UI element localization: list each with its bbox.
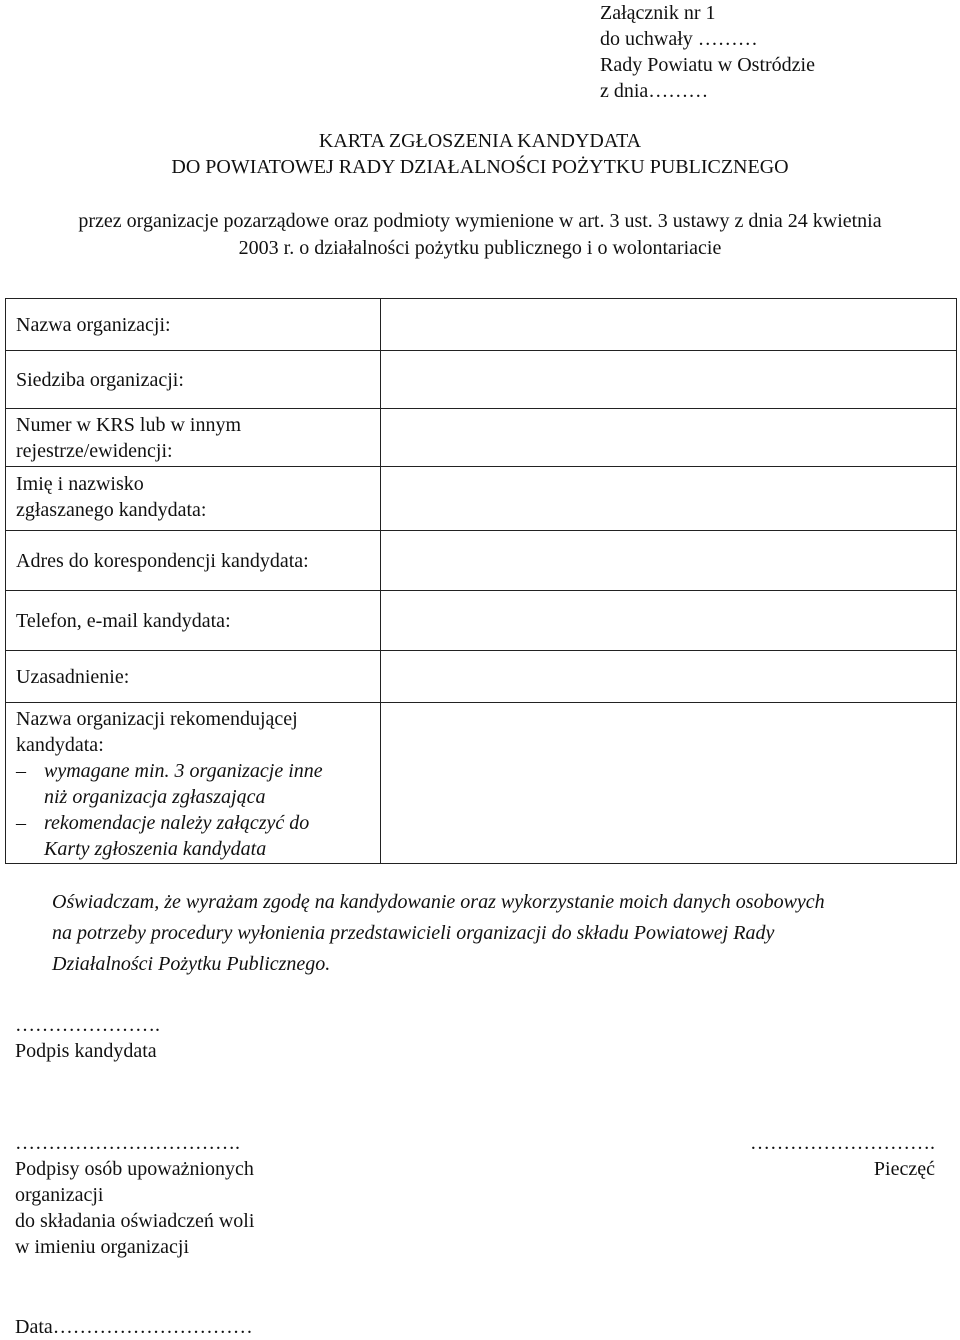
seal-line[interactable]: ………………………. <box>750 1132 935 1154</box>
address-label: Adres do korespondencji kandydata: <box>16 549 309 572</box>
candidate-name-label-line-1: Imię i nazwisko <box>16 473 144 495</box>
annex-date: z dnia……… <box>600 80 709 102</box>
date-field[interactable]: Data………………………… <box>15 1316 253 1338</box>
candidate-name-field[interactable] <box>381 467 957 531</box>
address-field[interactable] <box>381 531 957 591</box>
title-line-2: DO POWIATOWEJ RADY DZIAŁALNOŚCI POŻYTKU PUBLICZNEGO <box>171 156 789 178</box>
note-1-line-2: niż organizacja zgłaszająca <box>44 786 266 808</box>
contact-label-cell <box>6 591 381 651</box>
candidate-name-label-cell <box>6 467 381 531</box>
dash-bullet: – <box>16 812 26 834</box>
statement-line-2: na potrzeby procedury wyłonienia przedstawicieli organizacji do składu Powiatowej Rady <box>52 922 775 944</box>
annex-council: Rady Powiatu w Ostródzie <box>600 54 815 76</box>
org-name-label: Nazwa organizacji: <box>16 313 171 336</box>
krs-label-cell <box>6 409 381 467</box>
recommending-org-label-cell <box>6 703 381 864</box>
krs-field[interactable] <box>381 409 957 467</box>
org-signatures-line[interactable]: ……………………………. <box>15 1132 240 1154</box>
candidate-signature-block <box>15 1012 160 1064</box>
candidate-name-label-line-2: zgłaszanego kandydata: <box>16 499 207 521</box>
recommending-org-field[interactable] <box>381 703 957 864</box>
org-signatures-label-line-2: organizacji <box>15 1184 104 1206</box>
contact-field[interactable] <box>381 591 957 651</box>
address-label-cell <box>6 531 381 591</box>
org-name-label-cell <box>6 299 381 351</box>
org-signatures-label-line-4: w imieniu organizacji <box>15 1236 190 1258</box>
intro-line-1: przez organizacje pozarządowe oraz podmioty wymienione w art. 3 ust. 3 ustawy z dnia 24 kwietnia <box>78 210 882 232</box>
annex-header <box>600 0 815 104</box>
contact-label: Telefon, e-mail kandydata: <box>16 609 231 632</box>
krs-label-line-1: Numer w KRS lub w innym <box>16 414 241 436</box>
note-2-line-2: Karty zgłoszenia kandydata <box>44 838 267 860</box>
org-seat-field[interactable] <box>381 351 957 409</box>
annex-resolution: do uchwały ……… <box>600 28 758 50</box>
org-signatures-label-line-1: Podpisy osób upoważnionych <box>15 1158 254 1180</box>
seal-block <box>690 1130 935 1182</box>
consent-statement <box>52 887 952 980</box>
org-signatures-label-line-3: do składania oświadczeń woli <box>15 1210 255 1232</box>
org-seat-label: Siedziba organizacji: <box>16 368 184 391</box>
candidate-signature-label: Podpis kandydata <box>15 1040 157 1062</box>
annex-number: Załącznik nr 1 <box>600 2 716 24</box>
note-1-line-1: wymagane min. 3 organizacje inne <box>44 760 323 782</box>
document-title <box>0 128 960 180</box>
candidate-signature-line[interactable]: …………………. <box>15 1014 160 1036</box>
justification-field[interactable] <box>381 651 957 703</box>
application-form-table <box>5 298 957 864</box>
intro-text <box>0 208 960 262</box>
org-signatures-block <box>15 1130 254 1260</box>
note-attach-recommendations <box>16 810 380 862</box>
title-line-1: KARTA ZGŁOSZENIA KANDYDATA <box>318 130 642 152</box>
org-name-field[interactable] <box>381 299 957 351</box>
intro-line-2: 2003 r. o działalności pożytku publicznego i o wolontariacie <box>238 237 722 259</box>
note-2-line-1: rekomendacje należy załączyć do <box>44 812 310 834</box>
krs-label-line-2: rejestrze/ewidencji: <box>16 440 173 462</box>
recommending-org-label-line-1: Nazwa organizacji rekomendującej <box>16 708 298 730</box>
justification-label-cell <box>6 651 381 703</box>
recommending-org-label-line-2: kandydata: <box>16 734 104 756</box>
statement-line-1: Oświadczam, że wyrażam zgodę na kandydowanie oraz wykorzystanie moich danych osobowych <box>52 891 825 913</box>
statement-line-3: Działalności Pożytku Publicznego. <box>52 953 331 975</box>
dash-bullet: – <box>16 760 26 782</box>
note-min-organizations <box>16 758 380 810</box>
justification-label: Uzasadnienie: <box>16 665 130 688</box>
org-seat-label-cell <box>6 351 381 409</box>
seal-label: Pieczęć <box>873 1158 935 1180</box>
